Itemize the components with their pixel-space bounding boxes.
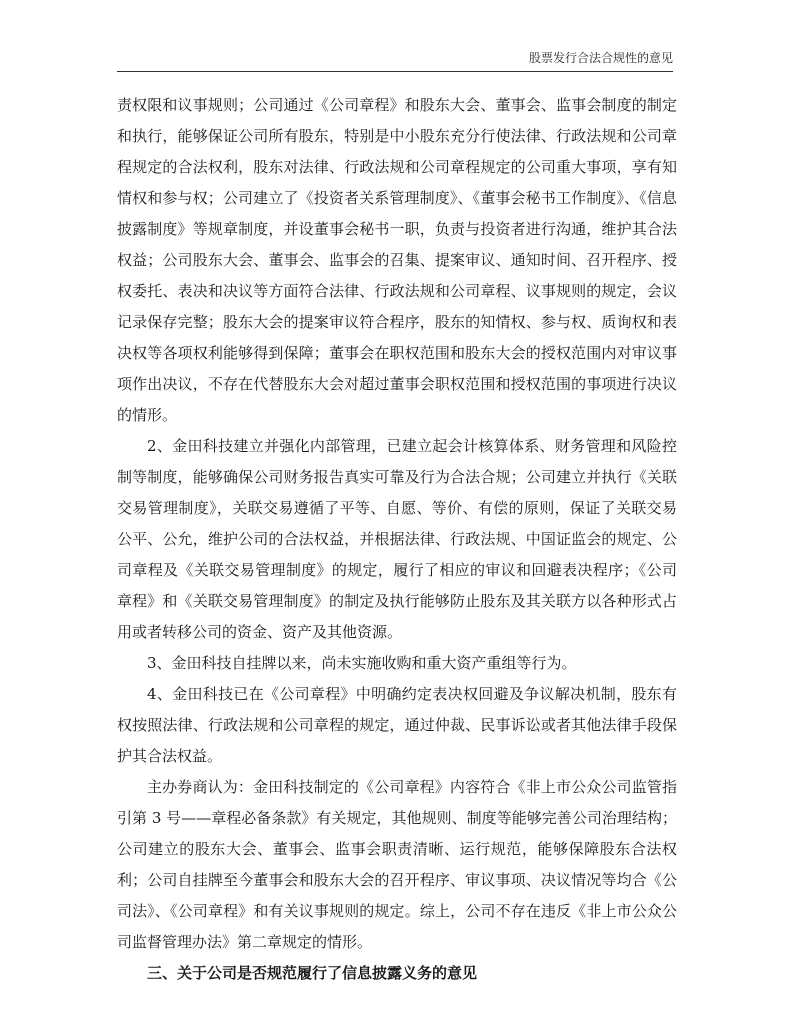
paragraph-internal-management: 2、金田科技建立并强化内部管理，已建立起会计核算体系、财务管理和风险控制等制度，能够确保公司财务报告真实可靠及行为合法合规；公司建立并执行《关联交易管理制度》，关联交易遵循了平等、自愿、等价、有偿的原则，保证了关联交易公平、公允，维护公司的合法权益，并根据法律、行政法规、中国证监会的规定、公司章程及《关联交易管理制度》的规定，履行了相应的审议和回避表决程序；《公司章程》和《关联交易管理制度》的制定及执行能够防止股东及其关联方以各种形式占用或者转移公司的资金、资产及其他资源。 bbox=[117, 437, 677, 641]
document-body bbox=[117, 90, 677, 989]
paragraph-dispute-resolution: 4、金田科技已在《公司章程》中明确约定表决权回避及争议解决机制，股东有权按照法律、行政法规和公司章程的规定，通过仲裁、民事诉讼或者其他法律手段保护其合法权益。 bbox=[117, 685, 677, 765]
paragraph-no-acquisition: 3、金田科技自挂牌以来，尚未实施收购和重大资产重组等行为。 bbox=[147, 654, 577, 672]
section-heading: 三、关于公司是否规范履行了信息披露义务的意见 bbox=[147, 964, 478, 982]
header-title: 股票发行合法合规性的意见 bbox=[528, 51, 673, 65]
paragraph-underwriter-opinion: 主办券商认为：金田科技制定的《公司章程》内容符合《非上市公众公司监管指引第 3 号——章程必备条款》有关规定，其他规则、制度等能够完善公司治理结构；公司建立的股东大会、董事会、监事会职责清晰、运行规范，能够保障股东合法权利；公司自挂牌至今董事会和股东大会的召开程序、审议事项、决议情况等均合《公司法》、《公司章程》和有关议事规则的规定。综上，公司不存在违反《非上市公众公司监督管理办法》第二章规定的情形。 bbox=[117, 778, 677, 951]
paragraph-governance-rules: 责权限和议事规则；公司通过《公司章程》和股东大会、董事会、监事会制度的制定和执行，能够保证公司所有股东，特别是中小股东充分行使法律、行政法规和公司章程规定的合法权利，股东对法律、行政法规和公司章程规定的公司重大事项，享有知情权和参与权；公司建立了《投资者关系管理制度》、《董事会秘书工作制度》、《信息披露制度》等规章制度，并设董事会秘书一职，负责与投资者进行沟通，维护其合法权益；公司股东大会、董事会、监事会的召集、提案审议、通知时间、召开程序、授权委托、表决和决议等方面符合法律、行政法规和公司章程、议事规则的规定，会议记录保存完整；股东大会的提案审议符合程序，股东的知情权、参与权、质询权和表决权等各项权利能够得到保障；董事会在职权范围和股东大会的授权范围内对审议事项作出决议，不存在代替股东大会对超过董事会职权范围和授权范围的事项进行决议的情形。 bbox=[117, 96, 677, 424]
page-header bbox=[117, 49, 673, 72]
